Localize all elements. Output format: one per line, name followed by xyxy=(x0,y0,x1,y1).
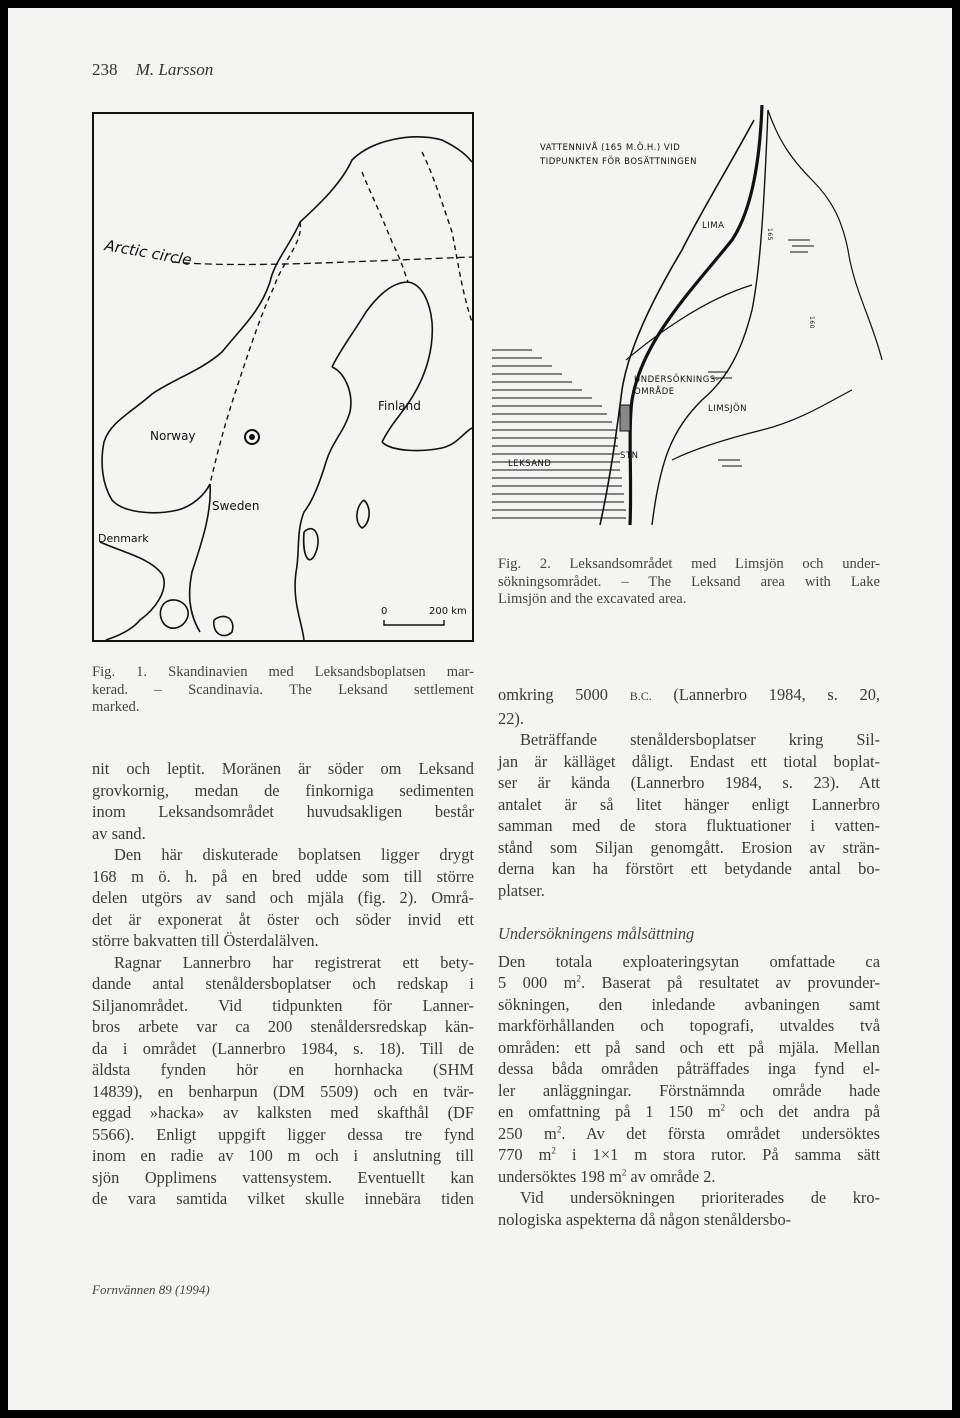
text-line: 5 000 $m^2$. Baserat på resultatet av provunder- xyxy=(498,973,880,992)
text-line: Den totala exploateringsytan omfattade ca xyxy=(498,951,880,971)
paragraph xyxy=(92,758,474,844)
text-line: Siljanområdet. Vid tidpunkten för Lanner- xyxy=(92,995,474,1015)
scale-zero: 0 xyxy=(381,606,388,617)
text-line: sökningen, den inledande avbaningen samt xyxy=(498,994,880,1014)
label-stn: STN xyxy=(620,451,639,461)
text-line: 14839), en benharpun (DM 5509) och en tvär- xyxy=(92,1081,474,1101)
marsh-symbols xyxy=(708,240,814,466)
label-leksand: LEKSAND xyxy=(508,459,552,469)
arctic-circle-line xyxy=(172,257,472,265)
text-line: eggad »hacka» av kalksten med skafthål (DF xyxy=(92,1103,474,1122)
text-line: 22). xyxy=(498,708,524,728)
contour-160: 160 xyxy=(808,316,815,329)
water-level-label-2: TIDPUNKTEN FÖR BOSÄTTNINGEN xyxy=(540,157,698,167)
label-limsjon: LIMSJÖN xyxy=(708,404,748,414)
leksand-settlement-marker xyxy=(245,430,259,444)
text-line: Den här diskuterade boplatsen ligger drygt xyxy=(114,845,474,864)
text-line: dande antal stenåldersboplatser och redskap i xyxy=(92,974,474,993)
text-line: delen utgörs av sand och mjäla (fig. 2). Områ- xyxy=(92,888,474,907)
running-head xyxy=(92,60,213,80)
text-line: stånd som Siljan genomgått. Erosion av strän- xyxy=(498,837,880,857)
text-line: 5566). Enligt uppgift ligger dessa tre fynd xyxy=(92,1124,474,1144)
page-number: 238 xyxy=(92,60,118,79)
paragraph xyxy=(498,684,880,729)
text-line: Vid undersökningen prioriterades de kro- xyxy=(520,1188,880,1207)
paragraph xyxy=(498,1187,880,1230)
figure-2-map xyxy=(492,100,892,540)
label-lima: LIMA xyxy=(702,221,725,231)
caption-line: Limsjön and the excavated area. xyxy=(498,591,687,608)
text-line: en omfattning på 1 150 $m^2$ och det andra på xyxy=(498,1102,881,1121)
paragraph xyxy=(92,952,474,1210)
left-column xyxy=(92,758,474,1210)
author: M. Larsson xyxy=(135,60,214,79)
label-norway: Norway xyxy=(150,429,196,443)
text-line: da i området (Lannerbro 1984, s. 18). Till de xyxy=(92,1038,474,1058)
text-line: det är exponerat åt öster och söder invid ett xyxy=(92,909,474,929)
paragraph xyxy=(498,951,880,1188)
journal-footer: Fornvännen 89 (1994) xyxy=(92,1282,210,1297)
text-line: större bakvatten till Österdalälven. xyxy=(92,931,319,950)
text-line: ser är kända (Lannerbro 1984, s. 23). Att xyxy=(498,773,880,792)
label-finland: Finland xyxy=(378,399,421,413)
text-line: antalet är så litet hänger enligt Lannerbro xyxy=(498,794,880,814)
railway-line xyxy=(630,105,762,525)
figure-1-map xyxy=(92,112,474,642)
label-sweden: Sweden xyxy=(212,499,260,513)
paragraph xyxy=(92,844,474,952)
right-column xyxy=(498,684,880,1230)
paragraph xyxy=(498,729,880,901)
text-line: nit och leptit. Moränen är söder om Leksand xyxy=(92,759,474,778)
caption-line: kerad. – Scandinavia. The Leksand settlement xyxy=(92,681,474,698)
excavated-area-marker xyxy=(620,405,630,431)
text-line: sjön Opplimens vattensystem. Eventuellt kan xyxy=(92,1167,474,1187)
text-line: områden: ett på sand och ett på mjäla. Mellan xyxy=(498,1037,880,1057)
figure-2-caption xyxy=(498,556,880,609)
section-heading: Undersökningens målsättning xyxy=(498,924,695,943)
coastline xyxy=(100,137,472,640)
text-line: platser. xyxy=(498,880,545,900)
text-line: av sand. xyxy=(92,823,146,843)
water-level-label-1: VATTENNIVÅ (165 M.Ö.H.) VID xyxy=(540,143,681,153)
label-arctic-circle: Arctic circle xyxy=(103,236,194,270)
text-line: de vara samtida vilket skulle innebära tiden xyxy=(92,1189,474,1208)
caption-line: marked. xyxy=(92,699,140,716)
text-line: inom en radie av 100 m och i anslutning till xyxy=(92,1146,474,1165)
text-line: omkring 5000 B.C. (Lannerbro 1984, s. 20, xyxy=(498,685,880,704)
text-line: grovkornig, medan de finkorniga sedimenten xyxy=(92,780,474,800)
borders xyxy=(210,152,472,484)
text-line: markförhållanden och topografi, utvaldes två xyxy=(498,1016,880,1035)
text-line: samman med de stora fluktuationer i vatten- xyxy=(498,816,880,835)
caption-line: sökningsområdet. – The Leksand area with Lake xyxy=(498,573,880,590)
caption-line: Fig. 1. Skandinavien med Leksandsboplatsen mar- xyxy=(92,664,474,680)
text-line: jan är källäget dåligt. Endast ett tiotal boplat- xyxy=(498,751,880,771)
text-line: 168 m ö. h. på en bred udde som till större xyxy=(92,866,474,886)
scale-bar xyxy=(381,606,467,625)
text-line: dessa båda områden påträffades inga fynd el- xyxy=(498,1059,880,1078)
text-line: Ragnar Lannerbro har registrerat ett bety- xyxy=(114,952,474,972)
text-line: äldsta fynden hör en hornhacka (SHM xyxy=(92,1060,474,1079)
text-line: undersöktes 198 $m^2$ av område 2. xyxy=(498,1166,716,1186)
caption-line: Fig. 2. Leksandsområdet med Limsjön och under- xyxy=(498,556,880,572)
scale-value: 200 km xyxy=(429,606,467,617)
text-line: 250 $m^2$. Av det första området undersöktes xyxy=(498,1123,880,1143)
label-area-1: UNDERSÖKNINGS- xyxy=(634,375,720,385)
text-line: 770 $m^2$ i 1×1 m stora rutor. På samma sätt xyxy=(498,1145,880,1164)
text-line: ler anläggningar. Förstnämnda område hade xyxy=(498,1080,880,1100)
figure-1-caption xyxy=(92,664,474,717)
text-line: inom Leksandsområdet huvudsakligen består xyxy=(92,802,474,821)
label-denmark: Denmark xyxy=(98,532,149,545)
label-area-2: OMRÅDE xyxy=(634,387,675,397)
text-line: bros arbete var ca 200 stenåldersredskap kän- xyxy=(92,1017,474,1036)
text-line: Beträffande stenåldersboplatser kring Sil- xyxy=(520,730,880,749)
contour-165: 165 xyxy=(766,228,773,241)
text-line: derna kan ha förstört ett betydande antal bo- xyxy=(498,859,880,878)
shoreline xyxy=(600,110,882,525)
text-line: nologiska aspekterna då någon stenåldersbo- xyxy=(498,1209,792,1229)
